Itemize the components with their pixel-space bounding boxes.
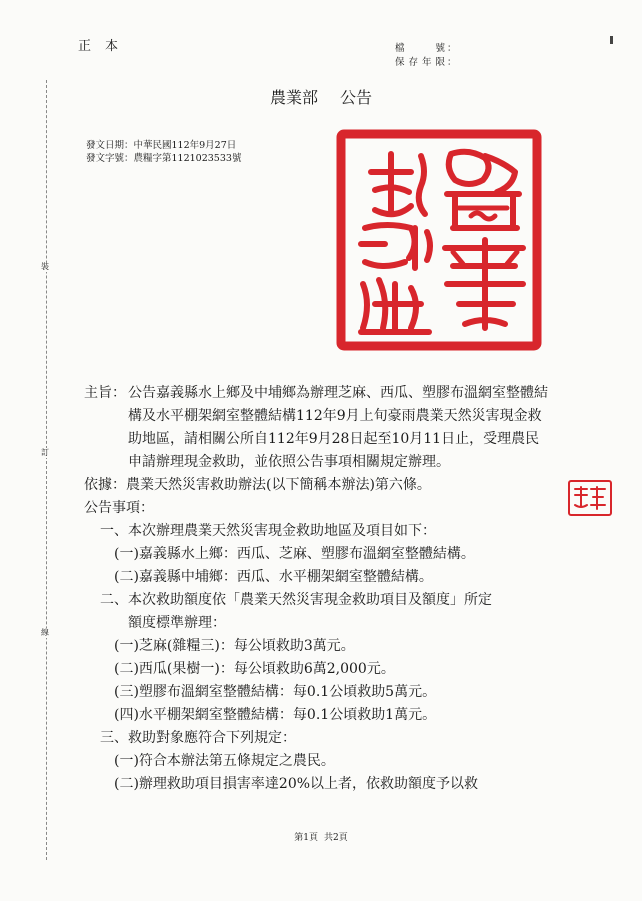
subject-text: 公告嘉義縣水上鄉及中埔鄉為辦理芝麻、西瓜、塑膠布溫網室整體結構及水平棚架網室整體結構112年9月上旬豪雨農業天然災害現金救助地區，請相關公所自112年9月28日起至10月11日止，受理農民申請辦理現金救助，並依照公告事項相關規定辦理。	[128, 385, 548, 470]
notice-item-1-1: (一)嘉義縣水上鄉：西瓜、芝麻、塑膠布溫網室整體結構。	[114, 546, 475, 562]
file-no-label: 檔 號	[395, 43, 445, 54]
subject-label: 主旨：	[84, 385, 126, 401]
notice-item-2-4: (四)水平棚架網室整體結構：每0.1公頃救助1萬元。	[114, 707, 437, 723]
notice-item-2-1: (一)芝麻(雜糧三)：每公頃救助3萬元。	[114, 638, 355, 654]
page-number: 第1頁	[294, 833, 318, 843]
subject-paragraph	[84, 382, 554, 474]
title-doc-type: 公告	[340, 88, 373, 107]
notice-item-2-3: (三)塑膠布溫網室整體結構：每0.1公頃救助5萬元。	[114, 684, 437, 700]
notice-item-2: 二、本次救助額度依「農業天然災害現金救助項目及額度」所定	[100, 592, 492, 608]
issue-date: 發文日期：中華民國112年9月27日	[86, 140, 237, 151]
retention-label: 保存年限	[395, 57, 445, 68]
notice-item-3-1: (一)符合本辦法第五條規定之農民。	[114, 753, 335, 769]
notice-heading: 公告事項：	[84, 500, 154, 516]
notice-item-3-2: (二)辦理救助項目損害率達20%以上者，依救助額度予以救	[114, 776, 479, 792]
notice-item-3: 三、救助對象應符合下列規定：	[100, 730, 296, 746]
registration-stamp-image	[567, 479, 613, 517]
issue-number: 發文字號：農糧字第1121023533號	[86, 153, 242, 164]
page-title	[0, 85, 642, 108]
official-seal-image	[335, 128, 543, 352]
document-body	[84, 382, 554, 796]
retention-colon: ：	[447, 57, 457, 68]
copy-mark: 正本	[78, 39, 133, 54]
page-total: 共2頁	[324, 833, 348, 843]
page-footer	[0, 830, 642, 843]
notice-item-2-2: (二)西瓜(果樹一)：每公頃救助6萬2,000元。	[114, 661, 395, 677]
retention-row	[395, 56, 457, 70]
binding-char-xian: 線	[41, 628, 49, 637]
file-no-colon: ：	[447, 43, 457, 54]
binding-line	[46, 80, 48, 860]
file-meta	[395, 42, 457, 70]
issue-info	[86, 139, 241, 165]
corner-mark	[610, 36, 613, 44]
title-org: 農業部	[269, 88, 318, 107]
binding-char-ding: 訂	[41, 448, 49, 457]
notice-item-1-2: (二)嘉義縣中埔鄉：西瓜、水平棚架網室整體結構。	[114, 569, 433, 585]
notice-item-1: 一、本次辦理農業天然災害現金救助地區及項目如下：	[100, 523, 436, 539]
binding-char-zhuang: 裝	[41, 262, 49, 271]
notice-item-2-cont: 額度標準辦理：	[128, 615, 226, 631]
basis-line: 依據：農業天然災害救助辦法(以下簡稱本辦法)第六條。	[84, 477, 431, 493]
file-no-row	[395, 42, 457, 56]
